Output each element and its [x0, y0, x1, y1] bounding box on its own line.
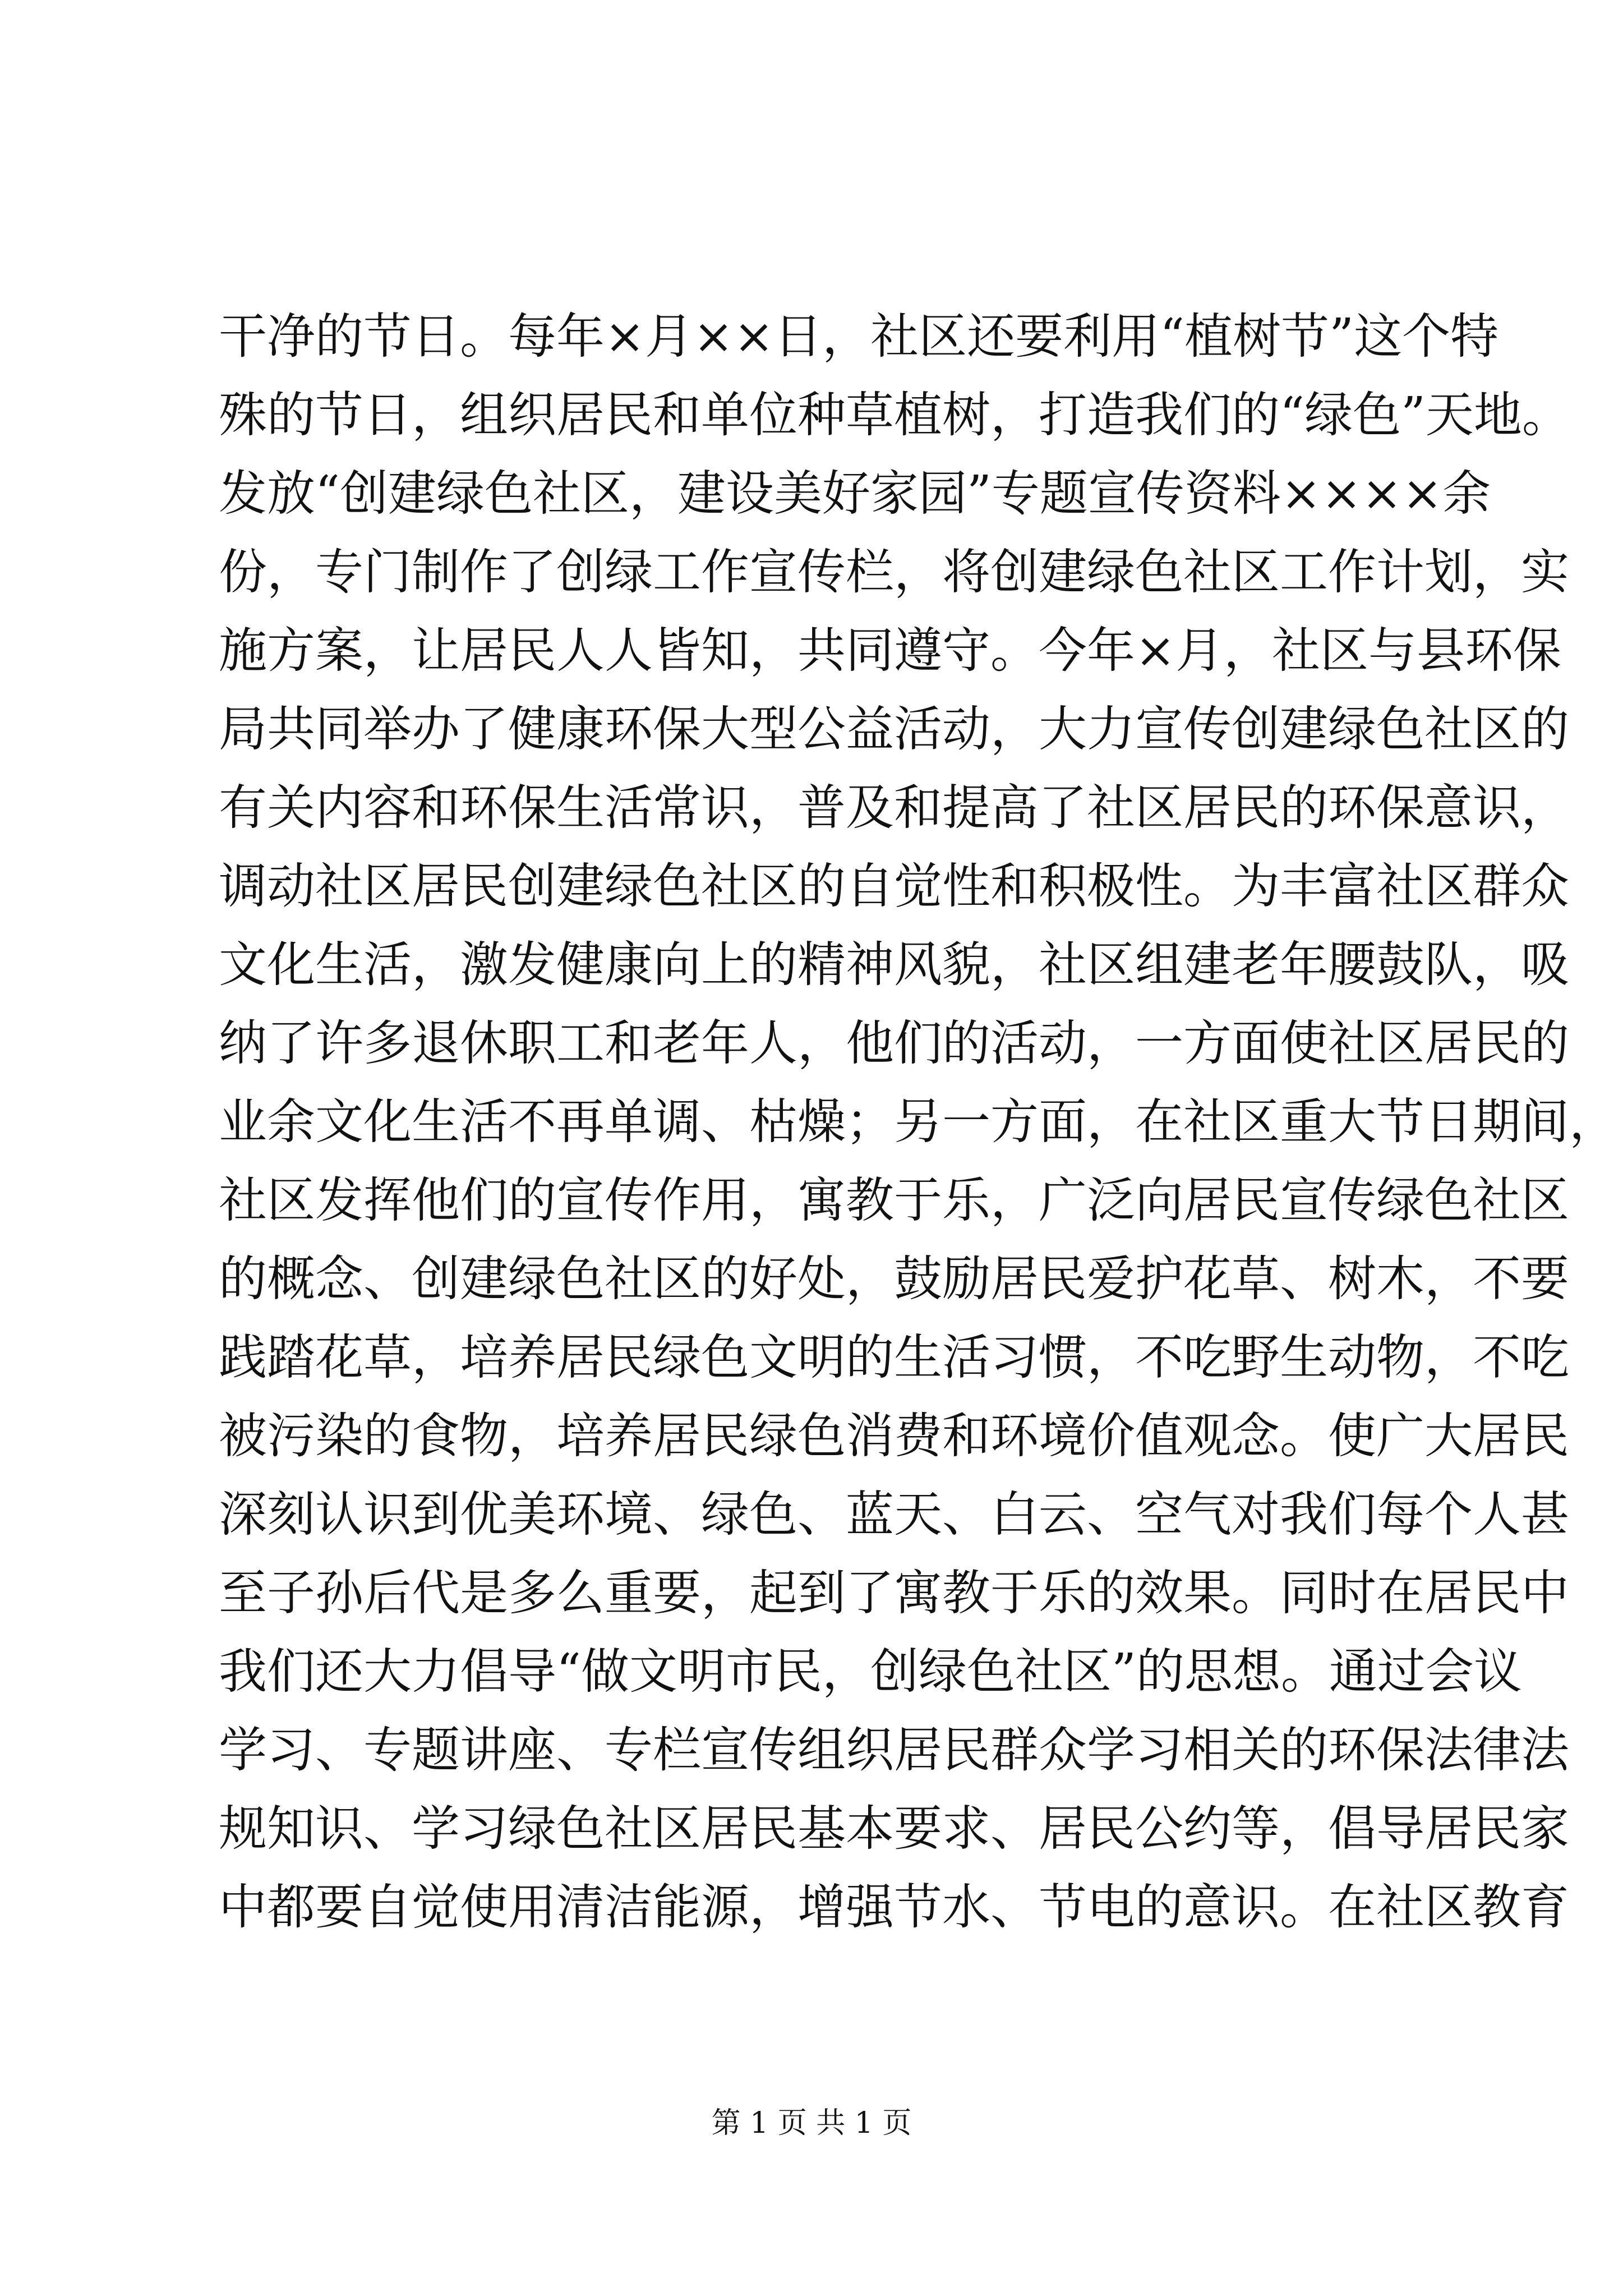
text-line: 学习、专题讲座、专栏宣传组织居民群众学习相关的环保法律法 — [219, 1722, 1569, 1778]
text-line: 份，专门制作了创绿工作宣传栏，将创建绿色社区工作计划，实 — [219, 544, 1569, 600]
page-footer — [0, 2101, 1623, 2146]
text-line: 干净的节日。每年×月××日，社区还要利用“植树节”这个特 — [219, 309, 1499, 365]
text-line: 纳了许多退休职工和老年人，他们的活动，一方面使社区居民的 — [219, 1015, 1569, 1071]
text-line: 被污染的食物，培养居民绿色消费和环境价值观念。使广大居民 — [219, 1408, 1569, 1464]
text-line: 文化生活，激发健康向上的精神风貌，社区组建老年腰鼓队，吸 — [219, 937, 1569, 993]
text-line: 我们还大力倡导“做文明市民，创绿色社区”的思想。通过会议 — [219, 1644, 1522, 1700]
text-line: 践踏花草，培养居民绿色文明的生活习惯，不吃野生动物，不吃 — [219, 1329, 1569, 1386]
text-line: 深刻认识到优美环境、绿色、蓝天、白云、空气对我们每个人甚 — [219, 1487, 1569, 1543]
text-line: 至子孙后代是多么重要，起到了寓教于乐的效果。同时在居民中 — [219, 1565, 1569, 1621]
text-line: 社区发挥他们的宣传作用，寓教于乐，广泛向居民宣传绿色社区 — [219, 1172, 1569, 1228]
page-number: 第 1 页 共 1 页 — [711, 2106, 912, 2140]
body-text — [219, 297, 1617, 1947]
text-line: 局共同举办了健康环保大型公益活动，大力宣传创建绿色社区的 — [219, 701, 1569, 757]
text-line: 中都要自觉使用清洁能源，增强节水、节电的意识。在社区教育 — [219, 1879, 1569, 1935]
text-line: 施方案，让居民人人皆知，共同遵守。今年×月，社区与县环保 — [219, 623, 1562, 679]
text-line: 的概念、创建绿色社区的好处，鼓励居民爱护花草、树木，不要 — [219, 1251, 1569, 1307]
text-line: 殊的节日，组织居民和单位种草植树，打造我们的“绿色”天地。 — [219, 387, 1570, 443]
text-line: 有关内容和环保生活常识，普及和提高了社区居民的环保意识， — [219, 780, 1569, 836]
text-line: 调动社区居民创建绿色社区的自觉性和积极性。为丰富社区群众 — [219, 858, 1569, 914]
text-line: 规知识、学习绿色社区居民基本要求、居民公约等，倡导居民家 — [219, 1801, 1569, 1857]
text-line: 发放“创建绿色社区，建设美好家园”专题宣传资料××××余 — [219, 466, 1491, 522]
text-line: 业余文化生活不再单调、枯燥；另一方面，在社区重大节日期间， — [219, 1094, 1617, 1150]
